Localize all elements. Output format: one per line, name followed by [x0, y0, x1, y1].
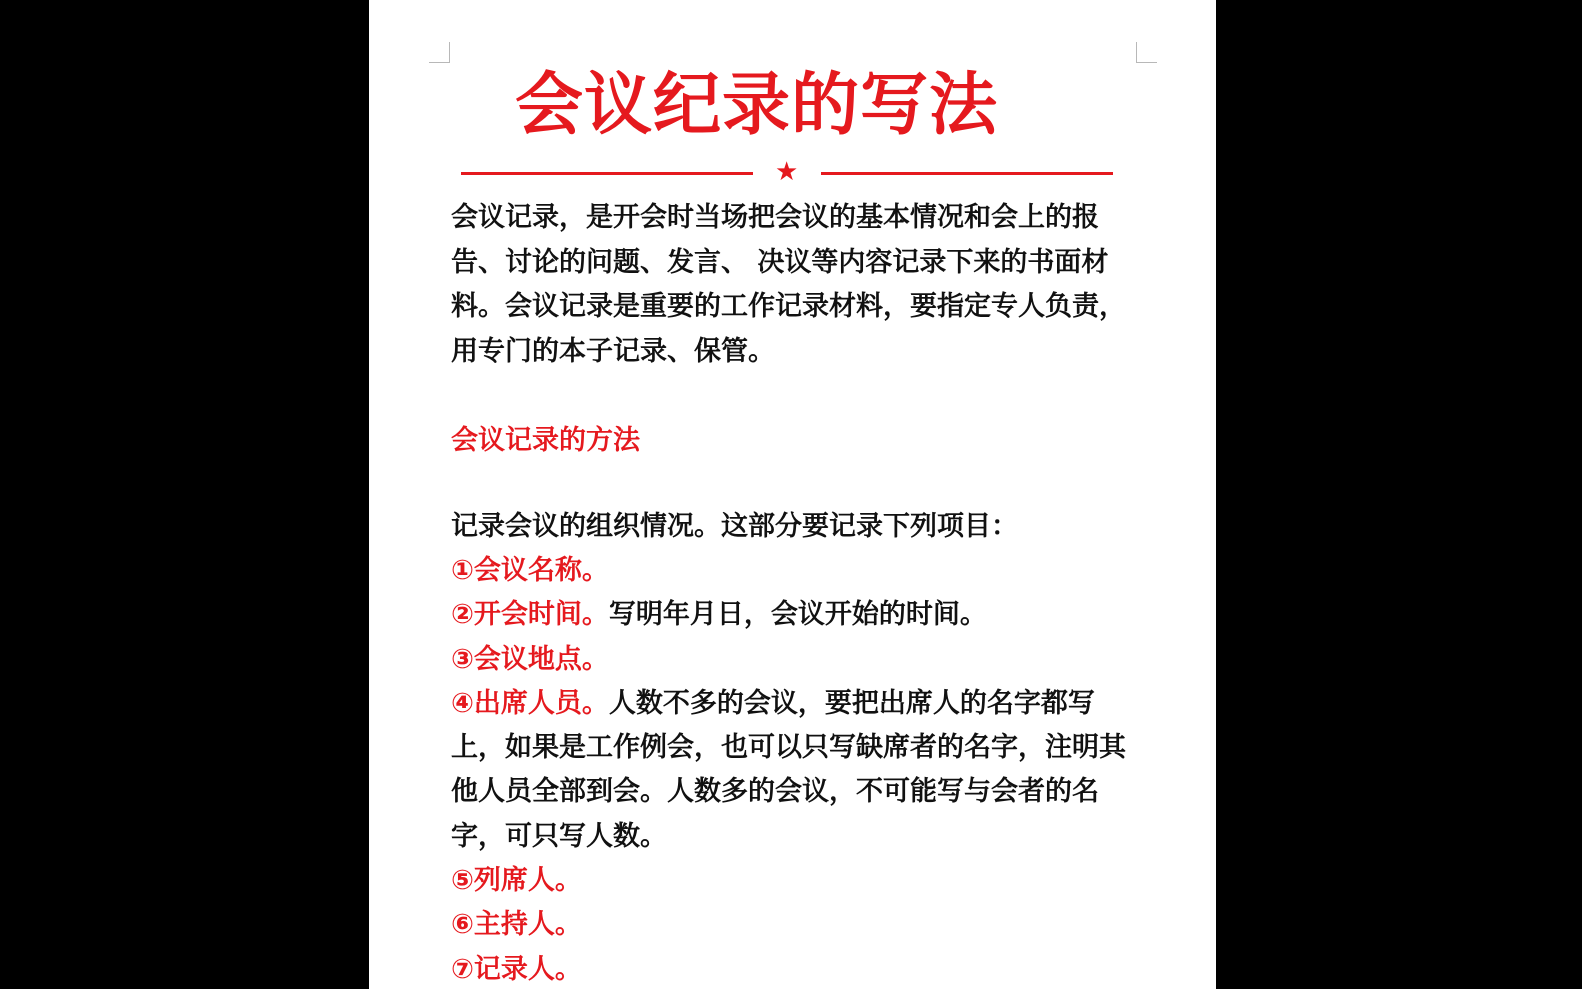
list-item-label: ①会议名称。: [451, 555, 609, 586]
list-item-label: ⑦记录人。: [451, 953, 582, 985]
star-icon: ★: [775, 157, 799, 187]
list-item: [451, 948, 1141, 989]
list-item-label: ⑥主持人。: [451, 909, 582, 941]
list-item: [451, 593, 1141, 637]
page-corner-mark-top-right: [1136, 42, 1157, 63]
list-item-label: ④出席人员。: [451, 687, 609, 719]
list-item: [451, 682, 1141, 859]
title-divider-left: [461, 172, 753, 175]
list-item-label: ③会议地点。: [451, 643, 609, 675]
title-divider-right: [821, 172, 1113, 175]
list-item: [451, 549, 1141, 593]
document-page: [369, 0, 1216, 989]
intro-paragraph: 会议记录，是开会时当场把会议的基本情况和会上的报告、讨论的问题、发言、 决议等内容记录下来的书面材料。会议记录是重要的工作记录材料，要指定专人负责，用专门的本子记录、保管。: [451, 202, 1126, 367]
document-title: 会议纪录的写法: [515, 66, 999, 145]
list-item-text: 人数不多的会议，要把出席人的名字都写上，如果是工作例会，也可以只写缺席者的名字，注明其他人员全部到会。人数多的会议，不可能写与会者的名字，可只写人数。: [451, 687, 1126, 852]
lead-paragraph: 记录会议的组织情况。这部分要记录下列项目：: [451, 511, 1018, 542]
list-item-label: ⑤列席人。: [451, 865, 582, 897]
list-item-label: ②开会时间。: [451, 599, 609, 631]
list-item: [451, 859, 1141, 903]
list-item: [451, 903, 1141, 947]
section-heading: 会议记录的方法: [451, 425, 640, 456]
document-body: [451, 196, 1141, 989]
list-item-text: 写明年月日，会议开始的时间。: [608, 599, 987, 631]
list-item: [451, 638, 1141, 682]
page-corner-mark-top-left: [429, 42, 450, 63]
